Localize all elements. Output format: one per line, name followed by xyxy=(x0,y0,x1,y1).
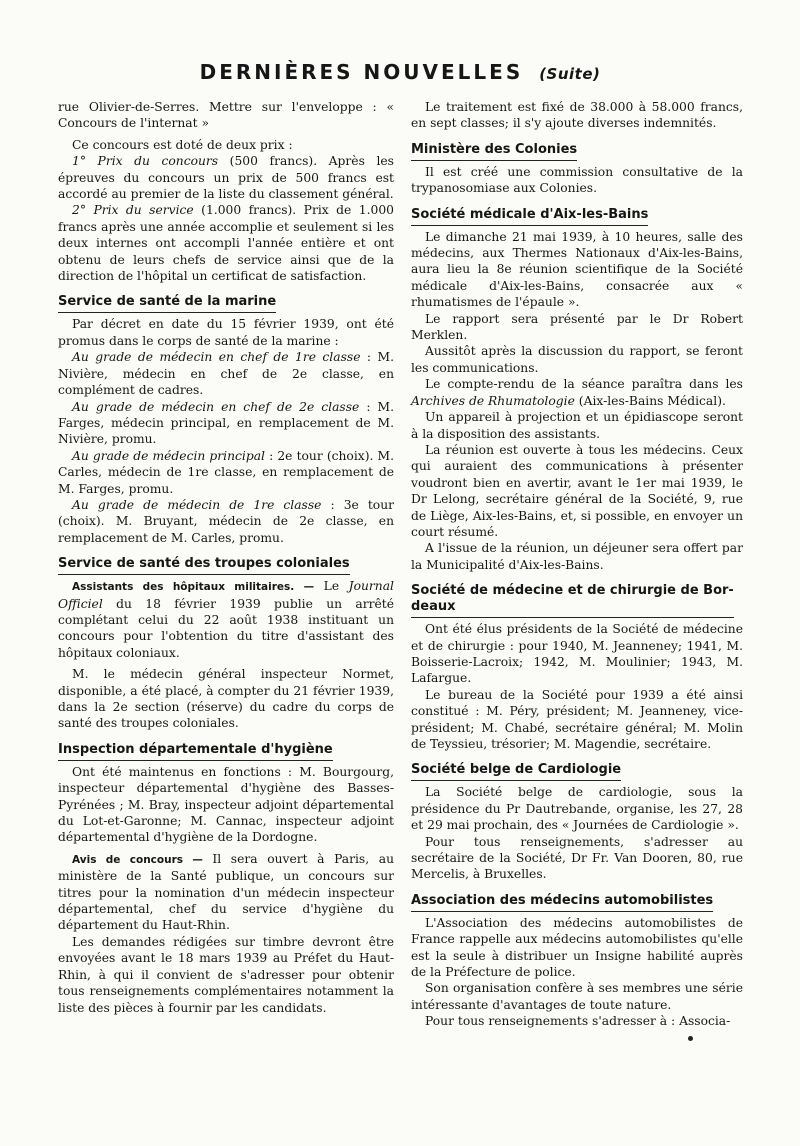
paragraph: L'Association des médecins automobilistes de France rappelle aux médecins automobilistes qu'elle est la seule à distribuer un Insigne habilité auprès de la Préfecture de police. xyxy=(411,915,743,980)
paragraph: Assistants des hôpitaux militaires. — Le Journal Officiel du 18 février 1939 publie un arrêté complétant celui du 22 août 1938 instituant un concours pour l'obtention du titre d'assistant des hôpitaux coloniaux. xyxy=(58,579,394,660)
paragraph: Au grade de médecin en chef de 1re classe : M. Nivière, médecin en chef de 2e classe, en complément de cadres. xyxy=(58,350,394,398)
paragraph: Pour tous renseignements s'adresser à : Associa- xyxy=(425,1014,731,1029)
paragraph: 1° Prix du concours (500 francs). Après les épreuves du concours un prix de 500 francs est accordé au premier de la liste du classement général. xyxy=(58,154,394,202)
section-heading-troupes: Service de santé des troupes coloniales xyxy=(58,556,350,575)
paragraph: Le rapport sera présenté par le Dr Robert Merklen. xyxy=(411,311,743,343)
paragraph: Le dimanche 21 mai 1939, à 10 heures, salle des médecins, aux Thermes Nationaux d'Aix-les-Bains, aura lieu la 8e réunion scientifique de la Société médicale d'Aix-les-Bains, consacrée aux « rhumatismes de l'épaule ». xyxy=(411,229,743,310)
paragraph: M. le médecin général inspecteur Normet, disponible, a été placé, à compter du 21 février 1939, dans la 2e section (réserve) du cadre du corps de santé des troupes coloniales. xyxy=(58,667,394,731)
paragraph: Un appareil à projection et un épidiascope seront à la disposition des assistants. xyxy=(411,410,743,441)
section-heading-colonies: Ministère des Colonies xyxy=(411,142,577,161)
paragraph: 2° Prix du service (1.000 francs). Prix de 1.000 francs après une année accomplie et seulement si les deux internes ont accompli l'année entière et ont obtenu de leurs chefs de service ainsi que de la direction de l'hôpital un certificat de satisfaction. xyxy=(58,203,394,284)
paragraph: Le traitement est fixé de 38.000 à 58.000 francs, en sept classes; il s'y ajoute diverses indemnités. xyxy=(411,100,743,131)
section-heading-bordeaux: Société de médecine et de chirurgie de Bor- deaux xyxy=(411,583,734,618)
right-column xyxy=(411,99,743,1030)
paragraph: Au grade de médecin de 1re classe : 3e tour (choix). M. Bruyant, médecin de 2e classe, en remplacement de M. Carles, promu. xyxy=(58,497,394,545)
paragraph: Pour tous renseignements, s'adresser au secrétaire de la Société, Dr Fr. Van Dooren, 80, rue Mercelis, à Bruxelles. xyxy=(411,834,743,882)
paragraph: Aussitôt après la discussion du rapport, se feront les communications. xyxy=(411,344,743,375)
section-heading-marine: Service de santé de la marine xyxy=(58,294,276,313)
left-column xyxy=(58,99,394,1016)
run-in-heading: Assistants des hôpitaux militaires. — xyxy=(72,581,315,594)
paragraph: Ont été élus présidents de la Société de médecine et de chirurgie : pour 1940, M. Jeanneney; 1941, M. Boisserie-Lacroix; 1942, M. Moulinier; 1943, M. Lafargue. xyxy=(411,622,743,686)
paragraph: Les demandes rédigées sur timbre devront être envoyées avant le 18 mars 1939 au Préfet du Haut-Rhin, à qui il convient de s'adresser pour obtenir tous renseignements complémentaires notamment la liste des pièces à fournir par les candidats. xyxy=(58,934,394,1015)
paragraph: La réunion est ouverte à tous les médecins. Ceux qui auraient des communications à présenter voudront bien en avertir, avant le 1er mai 1939, le Dr Lelong, secrétaire général de la Société, 9, rue de Liège, Aix-les-Bains, et, si possible, en envoyer un court résumé. xyxy=(411,442,743,539)
prize-title: 1° Prix du concours xyxy=(72,154,219,169)
paragraph: Ont été maintenus en fonctions : M. Bourgourg, inspecteur départemental d'hygiène des Basses-Pyrénées ; M. Bray, inspecteur adjoint départemental du Lot-et-Garonne; M. Cannac, inspecteur adjoint départemental d'hygiène de la Dordogne. xyxy=(58,764,394,845)
paragraph: Il est créé une commission consultative de la trypanosomiase aux Colonies. xyxy=(411,164,743,196)
ink-dot xyxy=(688,1036,693,1041)
paragraph: Le compte-rendu de la séance paraîtra dans les Archives de Rhumatologie (Aix-les-Bains Médical). xyxy=(411,377,743,408)
masthead xyxy=(0,60,800,84)
paragraph: Le bureau de la Société pour 1939 a été ainsi constitué : M. Péry, président; M. Jeanneney, vice-président; M. Chabé, secrétaire général; M. Molin de Teyssieu, trésorier; M. Magendie, secrétaire. xyxy=(411,687,743,751)
masthead-suite: (Suite) xyxy=(539,65,601,83)
section-heading-aix: Société médicale d'Aix-les-Bains xyxy=(411,207,648,226)
section-heading-cardiologie: Société belge de Cardiologie xyxy=(411,762,621,781)
paragraph: Avis de concours — Il sera ouvert à Paris, au ministère de la Santé publique, un concours sur titres pour la nomination d'un médecin inspecteur départemental, chef du service d'hygiène du département du Haut-Rhin. xyxy=(58,851,394,933)
section-heading-automobilistes: Association des médecins automobilistes xyxy=(411,893,713,912)
paragraph: Au grade de médecin en chef de 2e classe : M. Farges, médecin principal, en remplacement de M. Nivière, promu. xyxy=(58,399,394,447)
run-in-heading: Avis de concours — xyxy=(72,853,203,866)
paragraph: A l'issue de la réunion, un déjeuner sera offert par la Municipalité d'Aix-les-Bains. xyxy=(411,541,743,572)
paragraph: Par décret en date du 15 février 1939, ont été promus dans le corps de santé de la marine : xyxy=(58,317,394,348)
prize-title: 2° Prix du service xyxy=(72,203,194,218)
paragraph: Son organisation confère à ses membres une série intéressante d'avantages de toute nature. xyxy=(411,981,743,1012)
masthead-title: DERNIÈRES NOUVELLES xyxy=(199,60,524,84)
paragraph: Au grade de médecin principal : 2e tour (choix). M. Carles, médecin de 1re classe, en remplacement de M. Farges, promu. xyxy=(58,448,395,496)
paragraph: La Société belge de cardiologie, sous la présidence du Pr Dautrebande, organise, les 27, 28 et 29 mai prochain, des « Journées de Cardiologie ». xyxy=(411,785,743,833)
paragraph: rue Olivier-de-Serres. Mettre sur l'enveloppe : « Concours de l'internat » xyxy=(58,100,394,131)
paragraph: Ce concours est doté de deux prix : xyxy=(72,137,293,152)
section-heading-inspection: Inspection départementale d'hygiène xyxy=(58,742,333,761)
